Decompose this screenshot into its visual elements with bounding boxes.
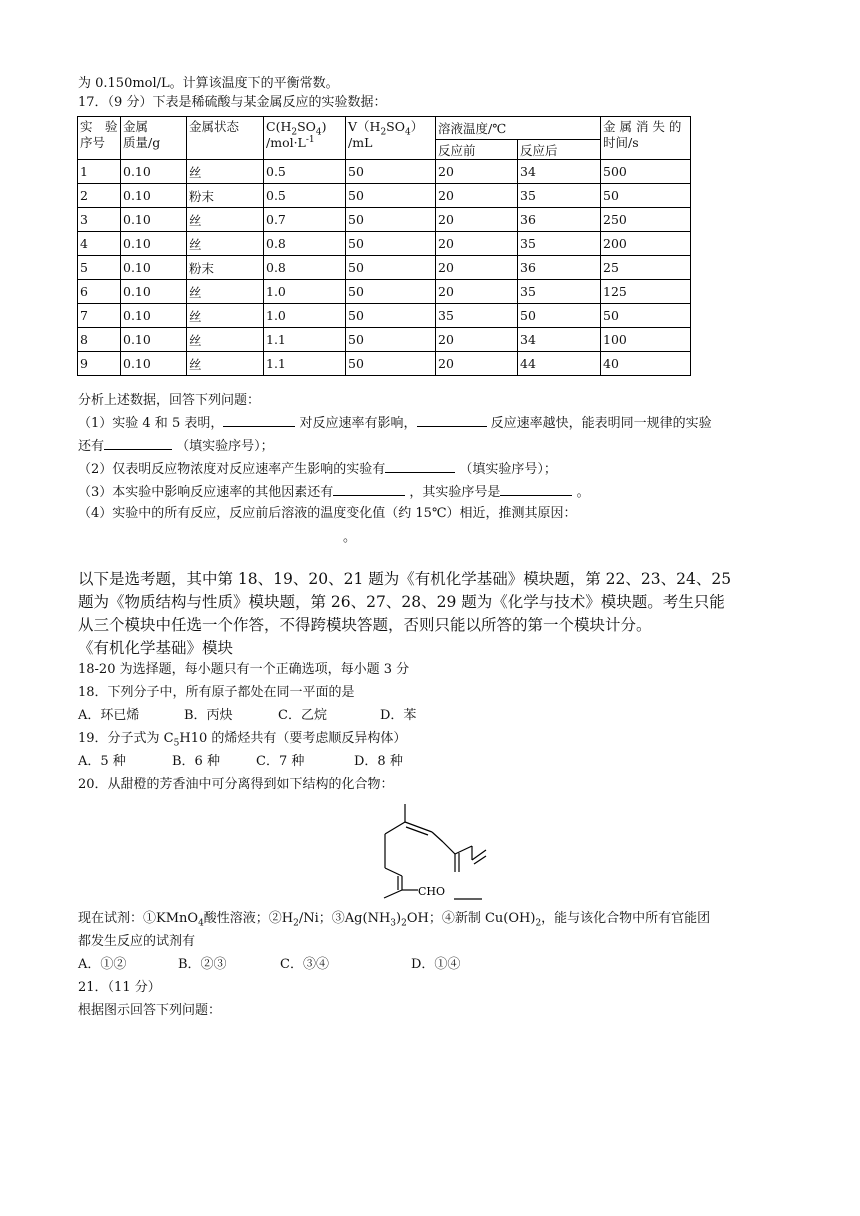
cell-temp-after: 34 bbox=[518, 160, 601, 184]
table-row bbox=[78, 208, 691, 232]
cell-temp-after: 35 bbox=[518, 280, 601, 304]
cell-concentration: 1.1 bbox=[264, 352, 346, 376]
cell-time: 250 bbox=[601, 208, 691, 232]
cell-temp-before: 20 bbox=[436, 160, 518, 184]
q17-part4: （4）实验中的所有反应，反应前后溶液的温度变化值（约 15℃）相近，推测其原因： bbox=[78, 506, 577, 521]
cell-temp-after: 35 bbox=[518, 232, 601, 256]
cell-state: 丝 bbox=[187, 232, 264, 256]
q17-part4-end: 。 bbox=[343, 530, 357, 545]
header-temperature: 溶液温度/℃ bbox=[436, 117, 601, 140]
cell-exp-no: 3 bbox=[78, 208, 121, 232]
q19-option-d: D．8 种 bbox=[354, 754, 403, 769]
cell-mass: 0.10 bbox=[121, 232, 187, 256]
cho-label: CHO bbox=[418, 885, 446, 898]
cell-state: 丝 bbox=[187, 304, 264, 328]
cell-concentration: 1.0 bbox=[264, 304, 346, 328]
q20-option-a: A．①② bbox=[78, 957, 127, 972]
q17-title: 17．（9 分）下表是稀硫酸与某金属反应的实验数据： bbox=[78, 95, 387, 110]
cell-volume: 50 bbox=[346, 328, 436, 352]
cell-volume: 50 bbox=[346, 160, 436, 184]
cell-time: 25 bbox=[601, 256, 691, 280]
cell-mass: 0.10 bbox=[121, 256, 187, 280]
cell-exp-no: 4 bbox=[78, 232, 121, 256]
cell-mass: 0.10 bbox=[121, 208, 187, 232]
q20-reagents-cont: 都发生反应的试剂有 bbox=[78, 934, 196, 949]
cell-mass: 0.10 bbox=[121, 280, 187, 304]
q20-options bbox=[78, 957, 460, 973]
experiment-table-body bbox=[78, 160, 691, 376]
experiment-table bbox=[77, 116, 691, 376]
q17-part1: （1）实验 4 和 5 表明， 对反应速率有影响， 反应速率越快，能表明同一规律的实验 bbox=[78, 416, 712, 431]
cell-temp-before: 20 bbox=[436, 208, 518, 232]
cell-mass: 0.10 bbox=[121, 184, 187, 208]
q21-stem: 根据图示回答下列问题： bbox=[78, 1003, 222, 1018]
q20-stem: 20．从甜橙的芳香油中可分离得到如下结构的化合物： bbox=[78, 777, 394, 792]
elective-intro-line1: 以下是选考题，其中第 18、19、20、21 题为《有机化学基础》模块题，第 22、23、24、25 bbox=[78, 570, 732, 588]
table-row bbox=[78, 256, 691, 280]
header-mass: 金属 质量/g bbox=[121, 117, 187, 160]
cell-temp-after: 36 bbox=[518, 208, 601, 232]
cell-mass: 0.10 bbox=[121, 328, 187, 352]
q20-option-c: C．③④ bbox=[280, 957, 329, 972]
cell-temp-before: 20 bbox=[436, 352, 518, 376]
cell-volume: 50 bbox=[346, 304, 436, 328]
cell-volume: 50 bbox=[346, 256, 436, 280]
cell-concentration: 0.5 bbox=[264, 160, 346, 184]
q19-stem: 19．分子式为 $C_5H10$ 的烯烃共有（要考虑顺反异构体） bbox=[78, 731, 407, 749]
cell-concentration: 1.0 bbox=[264, 280, 346, 304]
cell-time: 500 bbox=[601, 160, 691, 184]
cell-time: 50 bbox=[601, 184, 691, 208]
cell-temp-after: 35 bbox=[518, 184, 601, 208]
cell-exp-no: 5 bbox=[78, 256, 121, 280]
molecule-structure bbox=[370, 796, 510, 906]
header-temp-before: 反应前 bbox=[436, 140, 518, 160]
q19-option-a: A．5 种 bbox=[78, 754, 126, 769]
cell-temp-before: 20 bbox=[436, 184, 518, 208]
header-temp-after: 反应后 bbox=[518, 140, 601, 160]
cell-concentration: 0.8 bbox=[264, 256, 346, 280]
table-row bbox=[78, 184, 691, 208]
header-volume: $V(H_2SO_4)$ /mL bbox=[346, 117, 436, 160]
analysis-intro: 分析上述数据，回答下列问题： bbox=[78, 393, 261, 408]
table-row bbox=[78, 304, 691, 328]
cell-concentration: 1.1 bbox=[264, 328, 346, 352]
cell-state: 粉末 bbox=[187, 184, 264, 208]
table-row bbox=[78, 280, 691, 304]
table-row bbox=[78, 328, 691, 352]
cell-concentration: 0.7 bbox=[264, 208, 346, 232]
table-row bbox=[78, 352, 691, 376]
header-concentration: $C(H_2SO_4)$ $/mol\cdot L^{-1}$ bbox=[264, 117, 346, 160]
cell-mass: 0.10 bbox=[121, 304, 187, 328]
q19-option-c: C．7 种 bbox=[256, 754, 305, 769]
cell-state: 丝 bbox=[187, 328, 264, 352]
cell-volume: 50 bbox=[346, 232, 436, 256]
cell-state: 粉末 bbox=[187, 256, 264, 280]
q18-options bbox=[78, 708, 416, 724]
q21-title: 21．（11 分） bbox=[78, 980, 161, 995]
cell-temp-before: 20 bbox=[436, 256, 518, 280]
cell-time: 200 bbox=[601, 232, 691, 256]
cell-state: 丝 bbox=[187, 208, 264, 232]
cell-temp-after: 36 bbox=[518, 256, 601, 280]
cell-mass: 0.10 bbox=[121, 160, 187, 184]
table-row bbox=[78, 160, 691, 184]
cell-temp-after: 34 bbox=[518, 328, 601, 352]
module-title: 《有机化学基础》模块 bbox=[78, 639, 234, 657]
cell-volume: 50 bbox=[346, 184, 436, 208]
q17-part3: （3）本实验中影响反应速率的其他因素还有 ，其实验序号是 。 bbox=[78, 485, 590, 500]
q18-option-d: D．苯 bbox=[380, 708, 417, 723]
cell-state: 丝 bbox=[187, 352, 264, 376]
cell-time: 40 bbox=[601, 352, 691, 376]
q20-reagents: 现在试剂：①KMnO$_4$酸性溶液；$②H_2/Ni$；$③Ag(NH_3)_2OH$；④新制 $Cu(OH)_2$，能与该化合物中所有官能团 bbox=[78, 911, 711, 929]
cell-temp-after: 44 bbox=[518, 352, 601, 376]
mc-note: 18-20 为选择题，每小题只有一个正确选项，每小题 3 分 bbox=[78, 662, 410, 677]
q20-option-d: D．①④ bbox=[411, 957, 461, 972]
cell-exp-no: 7 bbox=[78, 304, 121, 328]
cell-volume: 50 bbox=[346, 208, 436, 232]
header-state: 金属状态 bbox=[187, 117, 264, 160]
cell-time: 50 bbox=[601, 304, 691, 328]
cell-exp-no: 9 bbox=[78, 352, 121, 376]
q18-stem: 18．下列分子中，所有原子都处在同一平面的是 bbox=[78, 685, 355, 700]
q18-option-c: C．乙烷 bbox=[278, 708, 327, 723]
elective-intro-line3: 从三个模块中任选一个作答，不得跨模块答题，否则只能以所答的第一个模块计分。 bbox=[78, 616, 652, 634]
q17-part2: （2）仅表明反应物浓度对反应速率产生影响的实验有 （填实验序号）； bbox=[78, 462, 557, 477]
q18-option-a: A．环已烯 bbox=[78, 708, 140, 723]
table-row bbox=[78, 232, 691, 256]
cell-temp-before: 35 bbox=[436, 304, 518, 328]
cell-exp-no: 2 bbox=[78, 184, 121, 208]
cell-temp-before: 20 bbox=[436, 328, 518, 352]
cell-state: 丝 bbox=[187, 280, 264, 304]
header-exp-no: 实 验 序号 bbox=[78, 117, 121, 160]
cell-exp-no: 6 bbox=[78, 280, 121, 304]
cell-volume: 50 bbox=[346, 352, 436, 376]
q17-part1-cont: 还有 （填实验序号）； bbox=[78, 439, 274, 454]
q20-option-b: B．②③ bbox=[178, 957, 227, 972]
cell-concentration: 0.8 bbox=[264, 232, 346, 256]
q19-options bbox=[78, 754, 403, 770]
cell-exp-no: 1 bbox=[78, 160, 121, 184]
cell-exp-no: 8 bbox=[78, 328, 121, 352]
header-time: 金 属 消 失 的 时间/s bbox=[601, 117, 691, 160]
q16-tail: 为 0.150mol/L。计算该温度下的平衡常数。 bbox=[78, 76, 339, 91]
cell-time: 125 bbox=[601, 280, 691, 304]
cell-temp-before: 20 bbox=[436, 232, 518, 256]
elective-intro-line2: 题为《物质结构与性质》模块题，第 26、27、28、29 题为《化学与技术》模块题。考生只能 bbox=[78, 593, 725, 611]
q19-option-b: B．6 种 bbox=[172, 754, 220, 769]
cell-volume: 50 bbox=[346, 280, 436, 304]
cell-temp-after: 50 bbox=[518, 304, 601, 328]
cell-concentration: 0.5 bbox=[264, 184, 346, 208]
cell-temp-before: 20 bbox=[436, 280, 518, 304]
q18-option-b: B．丙炔 bbox=[184, 708, 233, 723]
cell-state: 丝 bbox=[187, 160, 264, 184]
cell-time: 100 bbox=[601, 328, 691, 352]
cell-mass: 0.10 bbox=[121, 352, 187, 376]
